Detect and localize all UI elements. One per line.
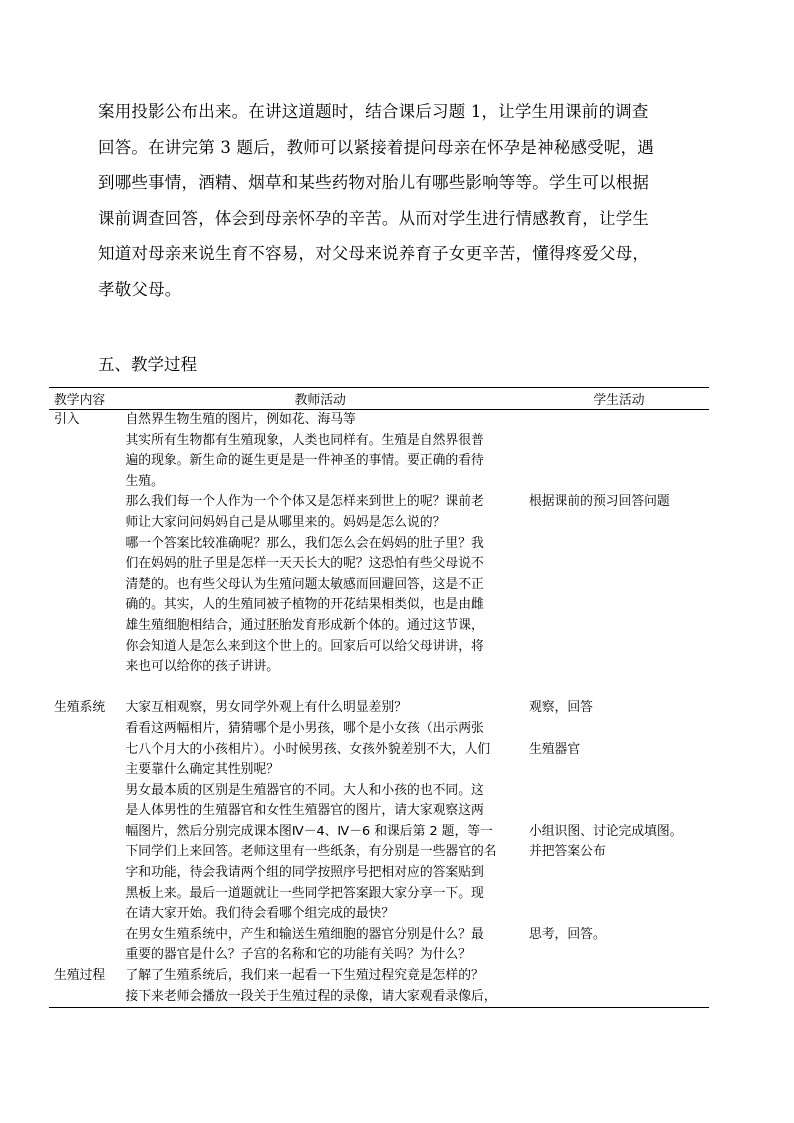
teacher-line: 们在妈妈的肚子里是怎样一天天长大的呢？这恐怕有些父母说不: [125, 556, 484, 572]
content-label: 生殖系统: [54, 700, 106, 716]
teacher-cell: [123, 698, 514, 966]
content-cell: [49, 698, 123, 966]
teacher-cell: [123, 966, 514, 1008]
student-line: 小组识图、讨论完成填图。: [528, 823, 683, 839]
teacher-line: 那么我们每一个人作为一个个体又是怎样来到世上的呢？课前老: [125, 494, 484, 510]
content-label: 生殖过程: [54, 968, 106, 984]
blank-line: [529, 801, 709, 822]
section-heading: 五、教学过程: [98, 355, 197, 374]
blank-line: [529, 884, 709, 905]
teacher-line: 清楚的。也有些父母认为生殖问题太敏感而回避回答，这是不正: [125, 576, 484, 592]
teacher-line: 重要的器官是什么？子宫的名称和它的功能有关吗？为什么？: [125, 947, 471, 963]
blank-line: [529, 431, 709, 452]
table-row: [49, 966, 709, 1008]
teacher-line: 其实所有生物都有生殖现象，人类也同样有。生殖是自然界很普: [125, 432, 484, 448]
teacher-cell: [123, 410, 514, 699]
teacher-line: 七八个月大的小孩相片）。小时候男孩、女孩外貌差别不大，人们: [125, 741, 491, 757]
student-cell: [515, 966, 709, 1008]
blank-line: [529, 719, 709, 740]
table-header-row: [49, 388, 709, 410]
teacher-line: 师让大家问问妈妈自己是从哪里来的。妈妈是怎么说的？: [125, 514, 446, 530]
blank-line: [125, 678, 514, 699]
content-cell: [49, 966, 123, 1008]
teacher-line: 大家互相观察，男女同学外观上有什么明显差别？: [125, 700, 408, 716]
student-line: 并把答案公布: [528, 844, 606, 860]
teacher-line: 男女最本质的区别是生殖器官的不同。大人和小孩的也不同。这: [125, 782, 484, 798]
teacher-line: 在请大家开始。我们待会看哪个组完成的最快？: [125, 906, 395, 922]
teacher-line: 字和功能，待会我请两个组的同学按照序号把相对应的答案贴到: [125, 865, 484, 881]
student-line: 根据课前的预习回答问题: [528, 494, 670, 510]
intro-line: 案用投影公布出来。在讲这道题时，结合课后习题 1，让学生用课前的调查: [98, 102, 649, 121]
teaching-process-table: [49, 387, 709, 1008]
teacher-line: 下同学们上来回答。老师这里有一些纸条，有分别是一些器官的名: [125, 844, 497, 860]
intro-line: 到哪些事情，酒精、烟草和某些药物对胎儿有哪些影响等等。学生可以根据: [98, 173, 650, 193]
teacher-line: 主要靠什么确定其性别呢？: [125, 762, 280, 778]
blank-line: [529, 410, 709, 431]
intro-line: 回答。在讲完第 3 题后，教师可以紧接着提问母亲在怀孕是神秘感受呢，遇: [98, 137, 654, 157]
teacher-line: 在男女生殖系统中，产生和输送生殖细胞的器官分别是什么？最: [125, 926, 484, 942]
teacher-line: 生殖。: [125, 473, 164, 489]
teacher-line: 看看这两幅相片，猜猜哪个是小男孩，哪个是小女孩（出示两张: [125, 720, 484, 736]
student-cell: [515, 698, 709, 966]
student-line: 观察，回答: [528, 700, 593, 716]
teacher-line: 遍的现象。新生命的诞生更是是一件神圣的事情。要正确的看待: [125, 453, 484, 469]
blank-line: [529, 472, 709, 493]
student-line: 思考，回答。: [528, 926, 606, 942]
blank-line: [529, 904, 709, 925]
intro-line: 孝敬父母。: [98, 279, 182, 299]
teacher-line: 自然界生物生殖的图片，例如花、海马等: [125, 412, 356, 427]
content-label: 引入: [54, 412, 80, 427]
header-student: 学生活动: [515, 388, 709, 410]
teacher-line: 幅图片，然后分别完成课本图Ⅳ－4、Ⅳ－6 和课后第 2 题，等一: [125, 823, 493, 839]
student-line: 生殖器官: [528, 741, 581, 757]
table-row: [49, 698, 709, 966]
teacher-line: 哪一个答案比较准确呢？那么，我们怎么会在妈妈的肚子里？我: [125, 535, 484, 551]
teacher-line: 来也可以给你的孩子讲讲。: [125, 659, 280, 675]
header-teacher: 教师活动: [123, 388, 514, 410]
intro-line: 知道对母亲来说生育不容易，对父母来说养育子女更辛苦，懂得疼爱父母，: [98, 244, 650, 264]
teacher-line: 你会知道人是怎么来到这个世上的。回家后可以给父母讲讲，将: [125, 638, 484, 654]
teacher-line: 确的。其实，人的生殖同被子植物的开花结果相类似，也是由雌: [125, 597, 484, 613]
student-cell: [515, 410, 709, 699]
teacher-line: 了解了生殖系统后，我们来一起看一下生殖过程究竟是怎样的？: [125, 968, 484, 984]
teacher-line: 雄生殖细胞相结合，通过胚胎发育形成新个体的。通过这节课，: [125, 617, 484, 633]
intro-line: 课前调查回答，体会到母亲怀孕的辛苦。从而对学生进行情感教育，让学生: [98, 208, 650, 228]
intro-paragraph: [98, 94, 710, 308]
blank-line: [529, 451, 709, 472]
header-content: 教学内容: [49, 388, 123, 410]
blank-line: [529, 863, 709, 884]
teacher-line: 接下来老师会播放一段关于生殖过程的录像，请大家观看录像后，: [125, 988, 497, 1004]
blank-line: [529, 781, 709, 802]
table-row: [49, 410, 709, 699]
teacher-line: 黑板上来。最后一道题就让一些同学把答案跟大家分享一下。现: [125, 885, 484, 901]
content-cell: [49, 410, 123, 699]
blank-line: [529, 760, 709, 781]
teacher-line: 是人体男性的生殖器官和女性生殖器官的图片，请大家观察这两: [125, 803, 484, 819]
